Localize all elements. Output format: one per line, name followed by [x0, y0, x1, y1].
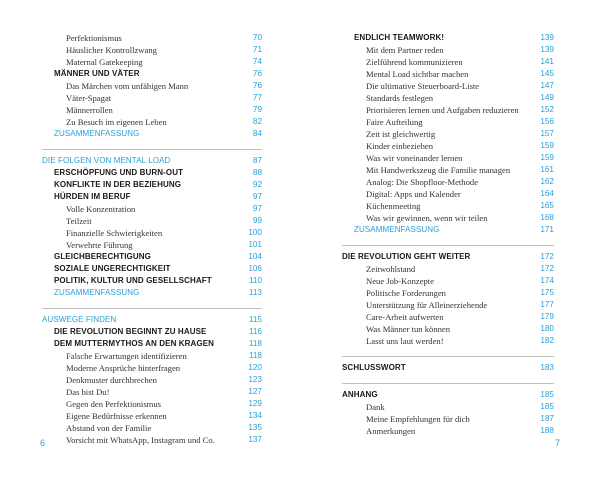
toc-entry[interactable]: [342, 188, 554, 200]
right-page: [300, 0, 600, 478]
toc-entry[interactable]: [42, 239, 262, 251]
toc-entry[interactable]: [342, 224, 554, 236]
toc-entry-page: 152: [540, 105, 554, 114]
toc-entry-title: Finanzielle Schwierigkeiten: [66, 228, 163, 238]
toc-entry[interactable]: [42, 56, 262, 68]
toc-entry-page: 141: [540, 57, 554, 66]
toc-entry[interactable]: [42, 434, 262, 446]
toc-entry-title: MÄNNER UND VÄTER: [54, 69, 140, 78]
toc-entry[interactable]: [342, 116, 554, 128]
toc-entry-page: 175: [540, 288, 554, 297]
toc-entry-page: 174: [540, 276, 554, 285]
toc-entry-title: Das Märchen vom unfähigen Mann: [66, 81, 189, 91]
toc-entry-page: 88: [252, 168, 262, 177]
toc-entry-page: 129: [248, 399, 262, 408]
toc-entry-title: Denkmuster durchbrechen: [66, 375, 157, 385]
toc-entry-page: 172: [540, 252, 554, 261]
toc-entry-title: DEM MUTTERMYTHOS AN DEN KRAGEN: [54, 339, 215, 348]
toc-entry[interactable]: [42, 386, 262, 398]
toc-entry-title: Analog: Die Shopfloor-Methode: [366, 177, 479, 187]
toc-entry[interactable]: [342, 128, 554, 140]
toc-entry[interactable]: [42, 326, 262, 338]
toc-entry[interactable]: [42, 374, 262, 386]
toc-entry-title: Anmerkungen: [366, 426, 416, 436]
toc-entry[interactable]: [42, 128, 262, 140]
toc-entry[interactable]: [342, 212, 554, 224]
toc-entry-title: Küchenmeeting: [366, 201, 421, 211]
toc-entry-page: 180: [540, 324, 554, 333]
toc-entry[interactable]: [42, 215, 262, 227]
section-divider: [342, 383, 554, 384]
toc-entry[interactable]: [342, 251, 554, 263]
toc-entry-title: Zielführend kommunizieren: [366, 57, 463, 67]
toc-entry[interactable]: [42, 287, 262, 299]
toc-entry[interactable]: [342, 425, 554, 437]
section-divider: [342, 245, 554, 246]
toc-entry[interactable]: [342, 413, 554, 425]
toc-entry-title: KONFLIKTE IN DER BEZIEHUNG: [54, 180, 182, 189]
toc-entry-page: 177: [540, 300, 554, 309]
toc-entry-page: 145: [540, 69, 554, 78]
toc-entry-title: Mit dem Partner reden: [366, 45, 444, 55]
toc-entry[interactable]: [42, 263, 262, 275]
toc-entry-title: ENDLICH TEAMWORK!: [354, 33, 445, 42]
toc-entry[interactable]: [42, 338, 262, 350]
section-divider: [42, 308, 262, 309]
toc-entry[interactable]: [42, 80, 262, 92]
toc-entry-title: Care-Arbeit aufwerten: [366, 312, 444, 322]
toc-entry-page: 79: [252, 105, 262, 114]
toc-entry-title: AUSWEGE FINDEN: [42, 315, 117, 324]
toc-entry-page: 97: [252, 204, 262, 213]
toc-entry-title: Faire Aufteilung: [366, 117, 423, 127]
toc-entry-page: 97: [252, 192, 262, 201]
toc-entry-page: 118: [248, 351, 262, 360]
toc-entry-page: 156: [540, 117, 554, 126]
toc-entry-title: Meine Empfehlungen für dich: [366, 414, 470, 424]
toc-entry[interactable]: [342, 263, 554, 275]
toc-entry-title: Politische Forderungen: [366, 288, 446, 298]
toc-entry-title: Perfektionismus: [66, 33, 122, 43]
toc-entry-page: 92: [252, 180, 262, 189]
toc-entry[interactable]: [42, 422, 262, 434]
toc-entry-page: 188: [540, 426, 554, 435]
toc-entry-page: 106: [248, 264, 262, 273]
toc-entry-title: Zeitwohlstand: [366, 264, 416, 274]
toc-entry-title: Dank: [366, 402, 385, 412]
toc-entry-title: ZUSAMMENFASSUNG: [54, 129, 140, 138]
toc-entry[interactable]: [342, 68, 554, 80]
toc-entry[interactable]: [42, 92, 262, 104]
toc-entry-title: POLITIK, KULTUR UND GESELLSCHAFT: [54, 276, 212, 285]
toc-entry[interactable]: [342, 56, 554, 68]
toc-entry-page: 115: [248, 315, 262, 324]
toc-entry-page: 116: [248, 327, 262, 336]
toc-entry-title: Falsche Erwartungen identifizieren: [66, 351, 187, 361]
toc-entry[interactable]: [342, 44, 554, 56]
toc-entry-title: Männerrollen: [66, 105, 113, 115]
toc-entry[interactable]: [342, 152, 554, 164]
toc-entry-title: ANHANG: [342, 390, 378, 399]
toc-entry-title: ZUSAMMENFASSUNG: [354, 225, 440, 234]
toc-entry-title: Vorsicht mit WhatsApp, Instagram und Co.: [66, 435, 215, 445]
toc-entry-page: 162: [540, 177, 554, 186]
toc-entry-page: 74: [252, 57, 262, 66]
toc-entry-page: 77: [252, 93, 262, 102]
toc-entry-page: 100: [248, 228, 262, 237]
toc-entry-page: 127: [248, 387, 262, 396]
toc-entry-page: 113: [248, 288, 262, 297]
toc-entry-title: Gegen den Perfektionismus: [66, 399, 161, 409]
toc-entry[interactable]: [42, 68, 262, 80]
toc-entry-page: 159: [540, 141, 554, 150]
toc-entry[interactable]: [42, 167, 262, 179]
toc-entry-title: SOZIALE UNGERECHTIGKEIT: [54, 264, 171, 273]
toc-entry-title: Was Männer tun können: [366, 324, 451, 334]
toc-entry-page: 123: [248, 375, 262, 384]
toc-entry-page: 76: [252, 69, 262, 78]
toc-entry[interactable]: [42, 314, 262, 326]
toc-entry-title: Kinder einbeziehen: [366, 141, 434, 151]
toc-entry-title: Was wir voneinander lernen: [366, 153, 463, 163]
toc-entry-title: Eigene Bedürfnisse erkennen: [66, 411, 167, 421]
toc-entry-page: 139: [540, 33, 554, 42]
toc-entry[interactable]: [42, 104, 262, 116]
toc-entry-page: 187: [540, 414, 554, 423]
toc-entry[interactable]: [42, 203, 262, 215]
toc-entry-title: Väter-Spagat: [66, 93, 112, 103]
toc-entry-title: Neue Job-Konzepte: [366, 276, 435, 286]
toc-entry-page: 159: [540, 153, 554, 162]
toc-entry-title: Das bist Du!: [66, 387, 110, 397]
toc-entry[interactable]: [42, 227, 262, 239]
toc-entry-page: 139: [540, 45, 554, 54]
toc-entry[interactable]: [342, 389, 554, 401]
toc-entry-page: 183: [540, 363, 554, 372]
toc-entry-page: 165: [540, 201, 554, 210]
toc-entry[interactable]: [42, 398, 262, 410]
toc-entry-page: 137: [248, 435, 262, 444]
toc-entry[interactable]: [42, 179, 262, 191]
toc-entry[interactable]: [342, 176, 554, 188]
toc-entry-title: Abstand von der Familie: [66, 423, 152, 433]
toc-entry[interactable]: [42, 410, 262, 422]
toc-entry[interactable]: [42, 251, 262, 263]
toc-entry-title: Mental Load sichtbar machen: [366, 69, 469, 79]
toc-entry-title: Teilzeit: [66, 216, 92, 226]
toc-entry-title: DIE REVOLUTION BEGINNT ZU HAUSE: [54, 327, 207, 336]
toc-entry[interactable]: [342, 311, 554, 323]
toc-entry-page: 76: [252, 81, 262, 90]
toc-entry[interactable]: [42, 32, 262, 44]
toc-entry-page: 87: [252, 156, 262, 165]
toc-entry[interactable]: [342, 80, 554, 92]
toc-entry[interactable]: [42, 116, 262, 128]
toc-entry-page: 110: [248, 276, 262, 285]
toc-entry-page: 134: [248, 411, 262, 420]
toc-entry-page: 182: [540, 336, 554, 345]
toc-entry-page: 118: [248, 339, 262, 348]
toc-entry-title: Häuslicher Kontrollzwang: [66, 45, 157, 55]
toc-entry-title: Volle Konzentration: [66, 204, 136, 214]
toc-entry-title: GLEICHBERECHTIGUNG: [54, 252, 151, 261]
toc-entry-title: Mit Handwerkszeug die Familie managen: [366, 165, 511, 175]
toc-entry-page: 149: [540, 93, 554, 102]
toc-entry[interactable]: [42, 155, 262, 167]
toc-entry[interactable]: [42, 44, 262, 56]
toc-entry[interactable]: [42, 350, 262, 362]
toc-entry[interactable]: [342, 104, 554, 116]
toc-entry-title: Verwehrte Führung: [66, 240, 133, 250]
toc-entry-page: 71: [252, 45, 262, 54]
toc-entry[interactable]: [342, 164, 554, 176]
toc-entry-page: 172: [540, 264, 554, 273]
toc-entry[interactable]: [342, 140, 554, 152]
toc-entry[interactable]: [342, 335, 554, 347]
toc-entry-title: DIE FOLGEN VON MENTAL LOAD: [42, 156, 171, 165]
toc-entry-title: Was wir gewinnen, wenn wir teilen: [366, 213, 488, 223]
toc-entry[interactable]: [342, 362, 554, 374]
toc-entry-title: SCHLUSSWORT: [342, 363, 406, 372]
toc-entry-page: 185: [540, 390, 554, 399]
toc-entry-title: ERSCHÖPFUNG UND BURN-OUT: [54, 168, 184, 177]
toc-entry-page: 179: [540, 312, 554, 321]
toc-entry-title: Lasst uns laut werden!: [366, 336, 444, 346]
toc-entry[interactable]: [342, 323, 554, 335]
toc-entry-page: 157: [540, 129, 554, 138]
toc-entry-title: Die ultimative Steuerboard-Liste: [366, 81, 480, 91]
toc-entry-title: Standards festlegen: [366, 93, 434, 103]
toc-entry[interactable]: [42, 275, 262, 287]
toc-entry[interactable]: [342, 32, 554, 44]
page-number-right: 7: [554, 438, 560, 448]
toc-entry-title: Digital: Apps und Kalender: [366, 189, 461, 199]
toc-entry[interactable]: [342, 287, 554, 299]
toc-entry-title: HÜRDEN IM BERUF: [54, 192, 131, 201]
toc-entry-page: 185: [540, 402, 554, 411]
toc-entry-page: 82: [252, 117, 262, 126]
section-divider: [342, 356, 554, 357]
toc-entry-page: 147: [540, 81, 554, 90]
toc-entry[interactable]: [342, 299, 554, 311]
toc-entry[interactable]: [342, 401, 554, 413]
toc-entry-title: ZUSAMMENFASSUNG: [54, 288, 140, 297]
section-divider: [42, 149, 262, 150]
toc-entry[interactable]: [42, 191, 262, 203]
toc-entry-title: Maternal Gatekeeping: [66, 57, 143, 67]
toc-entry-page: 161: [540, 165, 554, 174]
toc-entry-title: Zeit ist gleichwertig: [366, 129, 436, 139]
toc-entry[interactable]: [42, 362, 262, 374]
toc-entry-page: 135: [248, 423, 262, 432]
toc-entry-page: 120: [248, 363, 262, 372]
toc-entry[interactable]: [342, 200, 554, 212]
toc-entry-page: 164: [540, 189, 554, 198]
toc-entry-page: 101: [248, 240, 262, 249]
toc-entry[interactable]: [342, 92, 554, 104]
toc-entry-page: 171: [540, 225, 554, 234]
toc-entry-page: 70: [252, 33, 262, 42]
toc-entry-title: Priorisieren lernen und Aufgaben reduzieren: [366, 105, 519, 115]
toc-entry-title: DIE REVOLUTION GEHT WEITER: [342, 252, 471, 261]
toc-entry-page: 99: [252, 216, 262, 225]
toc-entry-page: 84: [252, 129, 262, 138]
toc-entry-title: Moderne Ansprüche hinterfragen: [66, 363, 181, 373]
toc-entry-title: Zu Besuch im eigenen Leben: [66, 117, 167, 127]
toc-entry-page: 104: [248, 252, 262, 261]
toc-entry-page: 168: [540, 213, 554, 222]
toc-entry[interactable]: [342, 275, 554, 287]
toc-entry-title: Unterstützung für Alleinerziehende: [366, 300, 488, 310]
page-number-left: 6: [40, 438, 46, 448]
